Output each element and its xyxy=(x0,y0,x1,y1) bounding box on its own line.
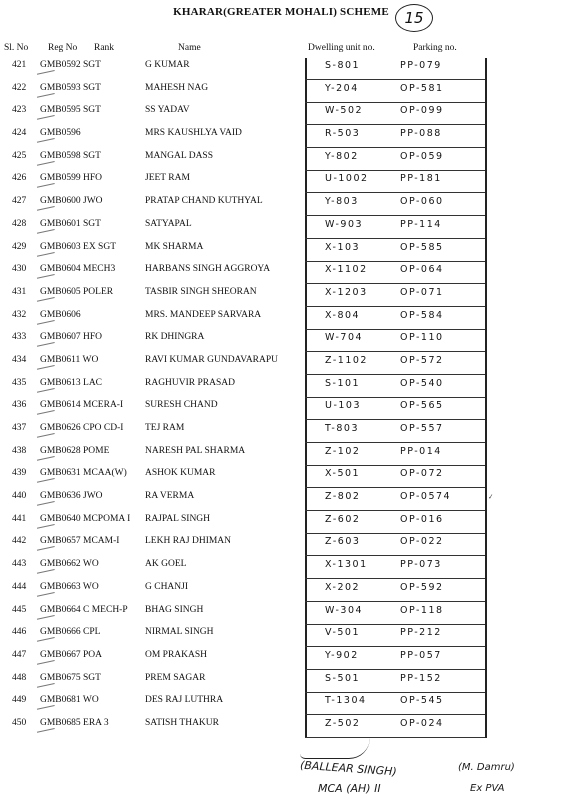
cell-dwelling-unit: V-501 xyxy=(325,627,361,639)
table-row xyxy=(0,58,562,81)
cell-name: RAGHUVIR PRASAD xyxy=(145,377,235,388)
cell-name: RK DHINGRA xyxy=(145,332,205,343)
cell-reg-rank: GMB0640 MCPOMA I xyxy=(40,513,131,524)
cell-name: RAVI KUMAR GUNDAVARAPU xyxy=(145,354,279,365)
col-header-name: Name xyxy=(178,43,201,53)
cell-parking-no: OP-099 xyxy=(400,105,444,117)
cell-sl-no: 441 xyxy=(12,513,27,524)
cell-name: AK GOEL xyxy=(145,559,187,570)
cell-parking-no: OP-072 xyxy=(400,468,444,480)
cell-reg-rank: GMB0611 WO xyxy=(40,354,99,365)
signature-scribble xyxy=(300,738,370,759)
cell-sl-no: 446 xyxy=(12,627,27,638)
cell-name: MK SHARMA xyxy=(145,241,204,252)
cell-sl-no: 447 xyxy=(12,649,27,660)
cell-dwelling-unit: X-501 xyxy=(325,468,361,480)
table-row xyxy=(0,81,562,104)
cell-dwelling-unit: U-103 xyxy=(325,400,362,412)
check-mark xyxy=(35,198,54,211)
table-row xyxy=(0,353,562,376)
cell-name: MRS. MANDEEP SARVARA xyxy=(145,309,262,320)
check-mark xyxy=(35,221,54,234)
signatory-rank: MCA (AH) II xyxy=(318,782,381,795)
cell-sl-no: 423 xyxy=(12,105,27,116)
cell-reg-rank: GMB0626 CPO CD-I xyxy=(40,423,124,433)
cell-dwelling-unit: W-903 xyxy=(325,218,364,230)
cell-parking-no: OP-024 xyxy=(400,717,444,729)
table-row xyxy=(0,194,562,217)
cell-reg-rank: GMB0685 ERA 3 xyxy=(40,717,109,728)
cell-dwelling-unit: Y-204 xyxy=(325,82,359,94)
cell-parking-no: PP-014 xyxy=(400,445,442,457)
cell-reg-rank: GMB0606 xyxy=(40,309,81,320)
cell-dwelling-unit: T-1304 xyxy=(325,695,367,707)
cell-reg-rank: GMB0657 MCAM-I xyxy=(40,536,120,547)
cell-sl-no: 437 xyxy=(12,423,27,433)
table-row xyxy=(0,103,562,126)
cell-reg-rank: GMB0603 EX SGT xyxy=(40,241,117,252)
cell-name: G KUMAR xyxy=(145,60,190,70)
table-row xyxy=(0,625,562,648)
cell-sl-no: 433 xyxy=(12,332,27,343)
check-mark xyxy=(35,652,54,665)
cell-name: SATYAPAL xyxy=(145,218,192,229)
cell-name: NARESH PAL SHARMA xyxy=(145,445,246,456)
cell-reg-rank: GMB0593 SGT xyxy=(40,82,101,93)
table-row xyxy=(0,262,562,285)
cell-sl-no: 430 xyxy=(12,264,27,275)
check-mark xyxy=(35,289,54,302)
cell-dwelling-unit: R-503 xyxy=(325,128,361,140)
cell-sl-no: 444 xyxy=(12,581,27,592)
cell-reg-rank: GMB0662 WO xyxy=(40,559,99,570)
col-header-parking: Parking no. xyxy=(413,43,457,53)
cell-parking-no: OP-592 xyxy=(400,581,444,593)
cell-dwelling-unit: Z-502 xyxy=(325,717,361,729)
table-row xyxy=(0,512,562,535)
cell-sl-no: 448 xyxy=(12,672,27,683)
cell-parking-no: OP-110 xyxy=(400,332,444,344)
cell-sl-no: 445 xyxy=(12,604,27,615)
cell-parking-no: OP-016 xyxy=(400,513,444,525)
cell-name: TASBIR SINGH SHEORAN xyxy=(145,286,257,297)
cell-name: MRS KAUSHLYA VAID xyxy=(145,128,242,139)
cell-reg-rank: GMB0631 MCAA(W) xyxy=(40,468,127,479)
cell-sl-no: 421 xyxy=(12,60,27,70)
cell-reg-rank: GMB0663 WO xyxy=(40,581,99,592)
cell-name: SS YADAV xyxy=(145,105,190,116)
cell-dwelling-unit: X-1301 xyxy=(325,559,368,571)
check-mark xyxy=(35,448,54,461)
check-mark xyxy=(35,108,54,121)
check-mark xyxy=(35,720,54,733)
cell-dwelling-unit: X-804 xyxy=(325,309,361,321)
cell-sl-no: 434 xyxy=(12,354,27,365)
cell-dwelling-unit: X-1203 xyxy=(325,286,368,298)
table-row xyxy=(0,648,562,671)
cell-sl-no: 422 xyxy=(12,82,27,93)
cell-parking-no: OP-572 xyxy=(400,354,444,366)
cell-name: DES RAJ LUTHRA xyxy=(145,695,224,706)
cell-sl-no: 450 xyxy=(12,717,27,728)
cell-dwelling-unit: X-1102 xyxy=(325,264,368,276)
check-mark xyxy=(35,130,54,143)
cell-reg-rank: GMB0664 C MECH-P xyxy=(40,604,128,615)
cell-parking-no: OP-540 xyxy=(400,377,444,389)
cell-dwelling-unit: Y-802 xyxy=(325,150,359,162)
check-mark xyxy=(35,312,54,325)
cell-parking-no: OP-060 xyxy=(400,196,444,208)
cell-dwelling-unit: T-803 xyxy=(325,423,359,434)
table-row xyxy=(0,126,562,149)
cell-dwelling-unit: S-101 xyxy=(325,377,361,389)
cell-reg-rank: GMB0675 SGT xyxy=(40,672,101,683)
cell-dwelling-unit: X-103 xyxy=(325,241,361,253)
check-mark xyxy=(35,380,54,393)
cell-reg-rank: GMB0601 SGT xyxy=(40,218,101,229)
col-header-sl: Sl. No xyxy=(4,43,29,53)
cell-parking-no: PP-181 xyxy=(400,173,442,185)
cell-name: ASHOK KUMAR xyxy=(145,468,216,479)
check-mark xyxy=(35,493,54,506)
cell-reg-rank: GMB0595 SGT xyxy=(40,105,101,116)
table-row xyxy=(0,398,562,421)
cell-sl-no: 432 xyxy=(12,309,27,320)
cell-dwelling-unit: Z-802 xyxy=(325,491,361,503)
cell-parking-no: OP-584 xyxy=(400,309,444,321)
cell-parking-no: OP-118 xyxy=(400,604,444,616)
cell-dwelling-unit: Y-902 xyxy=(325,649,359,661)
cell-reg-rank: GMB0596 xyxy=(40,128,81,139)
cell-sl-no: 429 xyxy=(12,241,27,252)
cell-sl-no: 427 xyxy=(12,196,27,207)
cell-reg-rank: GMB0604 MECH3 xyxy=(40,264,116,275)
col-header-rank: Rank xyxy=(94,43,115,53)
table-row xyxy=(0,376,562,399)
check-mark xyxy=(35,675,54,688)
page-number: 15 xyxy=(395,4,433,32)
cell-name: BHAG SINGH xyxy=(145,604,204,615)
check-mark xyxy=(35,561,54,574)
check-mark xyxy=(35,153,54,166)
cell-sl-no: 449 xyxy=(12,695,27,706)
table-row xyxy=(0,671,562,694)
cell-name: MAHESH NAG xyxy=(145,82,209,93)
cell-sl-no: 435 xyxy=(12,377,27,388)
col-header-dwelling: Dwelling unit no. xyxy=(308,43,375,53)
table-row xyxy=(0,421,562,444)
check-mark xyxy=(35,607,54,620)
check-mark xyxy=(35,516,54,529)
cell-parking-no: OP-022 xyxy=(400,536,444,548)
cell-dwelling-unit: S-801 xyxy=(325,60,361,71)
table-row xyxy=(0,240,562,263)
cell-reg-rank: GMB0681 WO xyxy=(40,695,99,706)
cell-reg-rank: GMB0613 LAC xyxy=(40,377,103,388)
cell-sl-no: 442 xyxy=(12,536,27,547)
cell-parking-no: PP-088 xyxy=(400,128,442,140)
cell-dwelling-unit: W-704 xyxy=(325,332,364,344)
check-mark xyxy=(35,62,54,75)
cell-reg-rank: GMB0667 POA xyxy=(40,649,103,660)
cell-reg-rank: GMB0599 HFO xyxy=(40,173,103,184)
cell-reg-rank: GMB0614 MCERA-I xyxy=(40,400,124,411)
cell-name: RA VERMA xyxy=(145,491,195,502)
cell-sl-no: 438 xyxy=(12,445,27,456)
table-row xyxy=(0,534,562,557)
cell-sl-no: 443 xyxy=(12,559,27,570)
check-mark xyxy=(35,697,54,710)
check-mark xyxy=(35,629,54,642)
cell-reg-rank: GMB0592 SGT xyxy=(40,60,101,70)
cell-parking-no: PP-057 xyxy=(400,649,442,661)
signatory-name: (BALLEAR SINGH) xyxy=(299,758,398,779)
cell-sl-no: 426 xyxy=(12,173,27,184)
cell-parking-no: OP-545 xyxy=(400,695,444,707)
cell-sl-no: 424 xyxy=(12,128,27,139)
cell-sl-no: 431 xyxy=(12,286,27,297)
check-mark xyxy=(35,266,54,279)
table-row xyxy=(0,466,562,489)
cell-dwelling-unit: Y-803 xyxy=(325,196,359,208)
margin-annotation: ✓ xyxy=(487,492,495,502)
cell-dwelling-unit: S-501 xyxy=(325,672,361,684)
signatory-name-2: (M. Damru) xyxy=(458,762,515,773)
cell-parking-no: OP-581 xyxy=(400,82,444,94)
cell-reg-rank: GMB0600 JWO xyxy=(40,196,103,207)
cell-sl-no: 425 xyxy=(12,150,27,161)
cell-reg-rank: GMB0666 CPL xyxy=(40,627,101,638)
cell-parking-no: OP-557 xyxy=(400,423,444,434)
cell-dwelling-unit: Z-1102 xyxy=(325,354,368,366)
table-row xyxy=(0,603,562,626)
cell-name: HARBANS SINGH AGGROYA xyxy=(145,264,271,275)
cell-sl-no: 436 xyxy=(12,400,27,411)
check-mark xyxy=(35,334,54,347)
cell-dwelling-unit: W-304 xyxy=(325,604,364,616)
cell-reg-rank: GMB0636 JWO xyxy=(40,491,103,502)
cell-parking-no: PP-212 xyxy=(400,627,442,639)
table-row xyxy=(0,716,562,739)
table-row xyxy=(0,285,562,308)
table-row xyxy=(0,308,562,331)
check-mark xyxy=(35,85,54,98)
check-mark xyxy=(35,539,54,552)
cell-parking-no: OP-059 xyxy=(400,150,444,162)
cell-name: TEJ RAM xyxy=(145,423,185,433)
cell-parking-no: OP-064 xyxy=(400,264,444,276)
cell-name: MANGAL DASS xyxy=(145,150,214,161)
allotment-table xyxy=(0,58,562,739)
cell-dwelling-unit: U-1002 xyxy=(325,173,369,185)
cell-name: PRATAP CHAND KUTHYAL xyxy=(145,196,263,207)
cell-name: RAJPAL SINGH xyxy=(145,513,211,524)
cell-parking-no: OP-071 xyxy=(400,286,444,298)
table-row xyxy=(0,330,562,353)
cell-dwelling-unit: X-202 xyxy=(325,581,361,593)
cell-reg-rank: GMB0628 POME xyxy=(40,445,110,456)
table-row xyxy=(0,171,562,194)
cell-sl-no: 428 xyxy=(12,218,27,229)
table-row xyxy=(0,693,562,716)
check-mark xyxy=(35,244,54,257)
cell-parking-no: PP-114 xyxy=(400,218,442,230)
check-mark xyxy=(35,584,54,597)
cell-dwelling-unit: Z-102 xyxy=(325,445,361,457)
col-header-reg: Reg No xyxy=(48,43,78,53)
cell-reg-rank: GMB0598 SGT xyxy=(40,150,101,161)
signatory-post-2: Ex PVA xyxy=(470,783,505,794)
table-row xyxy=(0,489,562,512)
check-mark xyxy=(35,403,54,416)
cell-parking-no: OP-585 xyxy=(400,241,444,253)
cell-parking-no: OP-0574 xyxy=(400,491,452,503)
cell-dwelling-unit: Z-603 xyxy=(325,536,361,548)
table-row xyxy=(0,217,562,240)
cell-name: SURESH CHAND xyxy=(145,400,218,411)
cell-parking-no: PP-079 xyxy=(400,60,442,71)
cell-dwelling-unit: Z-602 xyxy=(325,513,361,525)
cell-name: OM PRAKASH xyxy=(145,649,208,660)
cell-sl-no: 440 xyxy=(12,491,27,502)
cell-reg-rank: GMB0607 HFO xyxy=(40,332,103,343)
table-row xyxy=(0,580,562,603)
cell-dwelling-unit: W-502 xyxy=(325,105,364,117)
cell-reg-rank: GMB0605 POLER xyxy=(40,286,114,297)
cell-sl-no: 439 xyxy=(12,468,27,479)
cell-name: PREM SAGAR xyxy=(145,672,206,683)
table-row xyxy=(0,149,562,172)
cell-parking-no: OP-565 xyxy=(400,400,444,412)
table-row xyxy=(0,444,562,467)
check-mark xyxy=(35,176,54,189)
cell-name: G CHANJI xyxy=(145,581,189,592)
table-row xyxy=(0,557,562,580)
check-mark xyxy=(35,471,54,484)
cell-name: JEET RAM xyxy=(145,173,190,184)
check-mark xyxy=(35,425,54,438)
cell-name: SATISH THAKUR xyxy=(145,717,219,728)
cell-parking-no: PP-152 xyxy=(400,672,442,684)
cell-name: LEKH RAJ DHIMAN xyxy=(145,536,232,547)
cell-name: NIRMAL SINGH xyxy=(145,627,214,638)
cell-parking-no: PP-073 xyxy=(400,559,442,571)
page-title: KHARAR(GREATER MOHALI) SCHEME xyxy=(173,6,389,18)
check-mark xyxy=(35,357,54,370)
